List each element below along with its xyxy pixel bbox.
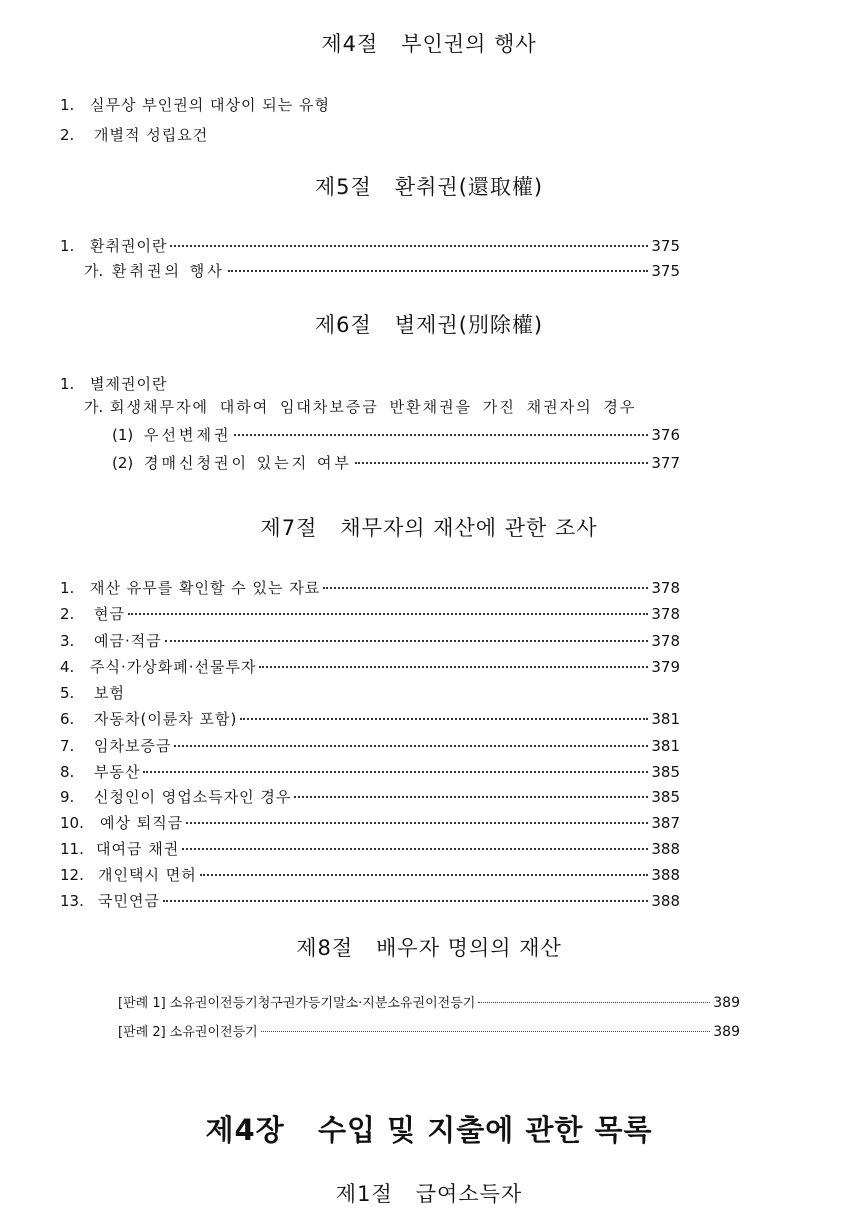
entry-number: 13. [60, 892, 84, 910]
entry-label: 현금 [94, 605, 125, 623]
dot-leader [355, 462, 648, 464]
section-7-title: 제7절 채무자의 재산에 관한 조사 [260, 516, 598, 540]
entry-number: 4. [60, 658, 75, 676]
toc-entry[interactable] [60, 630, 680, 652]
entry-label: [판례 1] 소유권이전등기청구권가등기말소·지분소유권이전등기 [118, 996, 476, 1011]
toc-entry[interactable] [60, 786, 680, 808]
entry-number: 1. [60, 579, 75, 597]
entry-label: 우선변제권 [144, 426, 232, 444]
chapter-4-section-1-title: 제1절 급여소득자 [335, 1182, 523, 1206]
toc-entry[interactable] [60, 864, 680, 886]
dot-leader [182, 848, 648, 850]
toc-entry[interactable] [60, 812, 680, 834]
toc-entry[interactable] [60, 124, 680, 146]
entry-number: 12. [60, 866, 84, 884]
toc-entry[interactable] [60, 656, 680, 678]
entry-number: 10. [60, 814, 84, 832]
entry-label: 별제권이란 [90, 375, 168, 393]
section-8-title: 제8절 배우자 명의의 재산 [296, 936, 562, 960]
dot-leader [261, 1031, 711, 1032]
entry-number: 3. [60, 632, 75, 650]
entry-label: 대여금 채권 [96, 840, 180, 858]
chapter-4-title: 제4장 수입 및 지출에 관한 목록 [205, 1113, 653, 1147]
entry-page: 388 [651, 892, 680, 910]
entry-page: 388 [651, 866, 680, 884]
dot-leader [478, 1002, 710, 1003]
entry-label: 개인택시 면허 [98, 866, 197, 884]
entry-number: 7. [60, 737, 75, 755]
entry-page: 389 [713, 995, 740, 1011]
entry-page: 379 [651, 658, 680, 676]
entry-number: 11. [60, 840, 84, 858]
entry-label: 주식·가상화폐·선물투자 [90, 658, 257, 676]
toc-entry[interactable] [60, 838, 680, 860]
entry-label: 보험 [94, 684, 125, 702]
entry-page: 375 [651, 262, 680, 280]
entry-label: 국민연금 [98, 892, 160, 910]
toc-entry[interactable] [60, 603, 680, 625]
entry-page: 376 [651, 426, 680, 444]
entry-page: 385 [651, 763, 680, 781]
toc-entry[interactable] [60, 373, 680, 395]
entry-label: 회생채무자에 대하여 임대차보증금 반환채권을 가진 채권자의 경우 [110, 398, 637, 416]
entry-number: 8. [60, 763, 75, 781]
entry-number: 가. [84, 398, 104, 416]
case-entry[interactable] [118, 993, 740, 1013]
toc-entry[interactable] [112, 452, 680, 474]
toc-entry[interactable] [60, 577, 680, 599]
section-5-title: 제5절 환취권(還取權) [314, 175, 544, 199]
entry-number: 2. [60, 126, 75, 144]
dot-leader [170, 245, 648, 247]
entry-number: 가. [84, 262, 104, 280]
entry-label: 재산 유무를 확인할 수 있는 자료 [90, 579, 321, 597]
entry-number: 5. [60, 684, 75, 702]
entry-number: 6. [60, 710, 75, 728]
dot-leader [228, 270, 649, 272]
section-6-title: 제6절 별제권(別除權) [314, 313, 544, 337]
toc-entry[interactable] [60, 235, 680, 257]
entry-label: 실무상 부인권의 대상이 되는 유형 [90, 96, 330, 114]
entry-number: (1) [112, 426, 134, 444]
entry-number: (2) [112, 454, 134, 472]
case-entry[interactable] [118, 1022, 740, 1042]
entry-label: 예상 퇴직금 [100, 814, 184, 832]
toc-entry[interactable] [60, 890, 680, 912]
dot-leader [294, 796, 648, 798]
entry-page: 387 [651, 814, 680, 832]
entry-label: 부동산 [94, 763, 141, 781]
toc-entry[interactable] [60, 94, 680, 116]
entry-page: 381 [651, 737, 680, 755]
entry-label: 환취권의 행사 [112, 262, 225, 280]
toc-entry[interactable] [84, 396, 694, 418]
dot-leader [174, 745, 648, 747]
entry-label: [판례 2] 소유권이전등기 [118, 1025, 258, 1040]
entry-page: 388 [651, 840, 680, 858]
dot-leader [323, 587, 648, 589]
dot-leader [128, 613, 648, 615]
dot-leader [259, 666, 648, 668]
toc-entry[interactable] [112, 424, 680, 446]
dot-leader [240, 718, 648, 720]
entry-page: 378 [651, 579, 680, 597]
entry-label: 자동차(이륜차 포함) [94, 710, 238, 728]
toc-entry[interactable] [60, 735, 680, 757]
entry-number: 1. [60, 96, 75, 114]
dot-leader [186, 822, 648, 824]
section-4-title: 제4절 부인권의 행사 [321, 32, 537, 56]
dot-leader [163, 900, 648, 902]
dot-leader [165, 640, 649, 642]
entry-number: 2. [60, 605, 75, 623]
entry-label: 개별적 성립요건 [94, 126, 209, 144]
entry-label: 예금·적금 [94, 632, 162, 650]
entry-page: 378 [651, 605, 680, 623]
entry-page: 389 [713, 1024, 740, 1040]
entry-label: 임차보증금 [94, 737, 172, 755]
entry-label: 신청인이 영업소득자인 경우 [94, 788, 292, 806]
entry-label: 환취권이란 [90, 237, 168, 255]
entry-page: 385 [651, 788, 680, 806]
toc-entry[interactable] [60, 708, 680, 730]
entry-label: 경매신청권이 있는지 여부 [144, 454, 352, 472]
toc-entry[interactable] [60, 761, 680, 783]
entry-page: 375 [651, 237, 680, 255]
entry-number: 1. [60, 375, 75, 393]
dot-leader [200, 874, 649, 876]
dot-leader [234, 434, 648, 436]
entry-number: 9. [60, 788, 75, 806]
entry-page: 378 [651, 632, 680, 650]
toc-entry[interactable] [84, 260, 680, 282]
entry-page: 381 [651, 710, 680, 728]
entry-number: 1. [60, 237, 75, 255]
entry-page: 377 [651, 454, 680, 472]
toc-entry[interactable] [60, 682, 680, 704]
dot-leader [143, 771, 648, 773]
